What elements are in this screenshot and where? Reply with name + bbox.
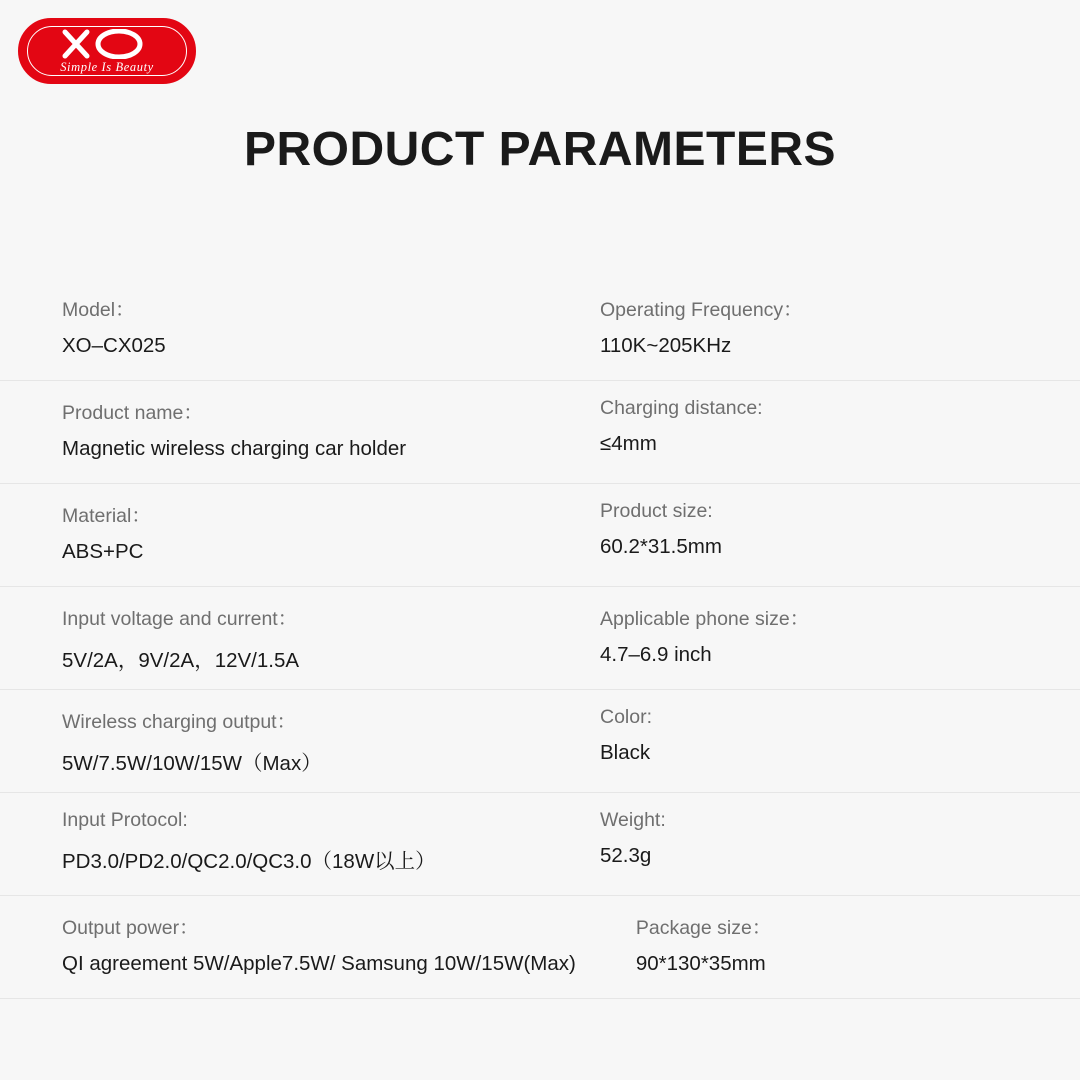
- spec-value: 5V/2A，9V/2A，12V/1.5A: [62, 649, 300, 672]
- spec-label: Applicable phone size：: [600, 608, 810, 630]
- spec-label: Output power：: [62, 917, 199, 939]
- table-row: [0, 587, 1080, 690]
- spec-value: ABS+PC: [62, 540, 144, 563]
- spec-value: 60.2*31.5mm: [600, 535, 722, 558]
- spec-value: 110K~205KHz: [600, 334, 732, 357]
- logo-tagline: Simple Is Beauty: [60, 60, 154, 74]
- brand-logo: [18, 18, 196, 84]
- spec-label: Input Protocol:: [62, 809, 188, 831]
- spec-label: Wireless charging output：: [62, 711, 297, 733]
- spec-table: [0, 278, 1080, 999]
- spec-value: 90*130*35mm: [635, 952, 766, 975]
- spec-cell-right: [0, 294, 803, 380]
- spec-value: XO–CX025: [62, 334, 166, 357]
- spec-cell-right: [0, 809, 666, 895]
- spec-cell-right: [0, 706, 652, 792]
- page-title: PRODUCT PARAMETERS: [243, 123, 837, 176]
- spec-label: Input voltage and current：: [62, 608, 298, 630]
- spec-label: Package size：: [635, 917, 772, 939]
- spec-cell-right: [0, 912, 771, 998]
- spec-label: Operating Frequency：: [600, 299, 803, 321]
- spec-value: 5W/7.5W/10W/15W（Max）: [62, 752, 322, 775]
- table-row: [0, 381, 1080, 484]
- spec-value: Black: [600, 741, 651, 764]
- spec-label: Charging distance:: [600, 397, 763, 419]
- spec-label: Color:: [600, 706, 653, 728]
- spec-label: Material：: [62, 505, 151, 527]
- table-row: [0, 278, 1080, 381]
- spec-label: Weight:: [600, 809, 666, 831]
- spec-value: 52.3g: [600, 844, 652, 867]
- spec-value: PD3.0/PD2.0/QC2.0/QC3.0（18W以上）: [62, 850, 436, 873]
- table-row: [0, 690, 1080, 793]
- spec-value: QI agreement 5W/Apple7.5W/ Samsung 10W/15W(Max): [62, 952, 576, 975]
- spec-label: Product size:: [600, 500, 713, 522]
- spec-value: Magnetic wireless charging car holder: [62, 437, 407, 460]
- spec-value: 4.7–6.9 inch: [600, 643, 712, 666]
- table-row: [0, 793, 1080, 896]
- spec-cell-right: [0, 603, 809, 689]
- spec-cell-right: [0, 397, 763, 483]
- spec-label: Product name：: [62, 402, 203, 424]
- table-row: [0, 484, 1080, 587]
- spec-value: ≤4mm: [600, 432, 657, 455]
- table-row: [0, 896, 1080, 999]
- xo-logo-icon: [61, 29, 153, 59]
- spec-label: Model：: [62, 299, 135, 321]
- spec-cell-right: [0, 500, 722, 586]
